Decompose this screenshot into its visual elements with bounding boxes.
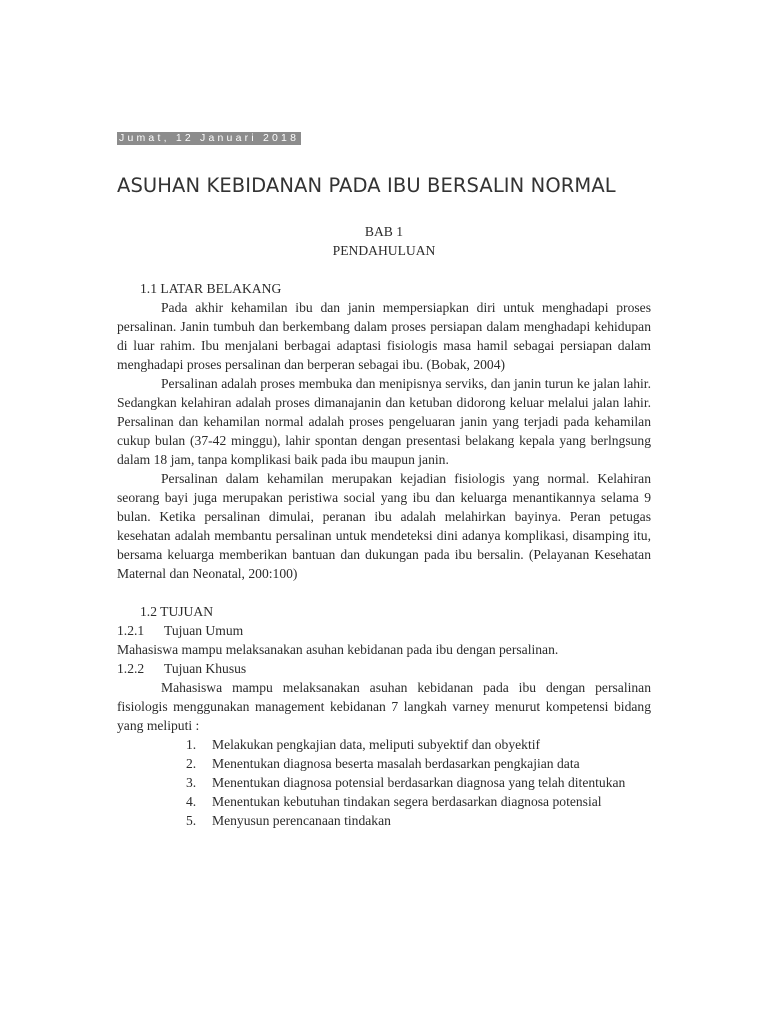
- subsection-number: 1.2.1: [117, 623, 145, 638]
- paragraph: Pada akhir kehamilan ibu dan janin mempersiapkan diri untuk menghadapi proses persalinan. Janin tumbuh dan berkembang dalam proses persiapan dalam menghadapi kehidupan di luar rahim. Ibu menjalani berbagai adaptasi fisiologis masa hamil sebagai persiapan dalam menghadapi proses persalinan dan berperan sebagai ibu. (Bobak, 2004): [117, 300, 651, 372]
- post-date: Jumat, 12 Januari 2018: [119, 132, 300, 144]
- list-item-number: 2.: [186, 756, 197, 771]
- list-item-text: Menentukan kebutuhan tindakan segera berdasarkan diagnosa potensial: [212, 794, 602, 809]
- post-body: [117, 222, 651, 830]
- objectives-list: [117, 735, 651, 830]
- list-item: [117, 811, 651, 830]
- subsection-label: Tujuan Khusus: [164, 661, 247, 676]
- list-item-text: Menentukan diagnosa potensial berdasarkan diagnosa yang telah ditentukan: [212, 775, 626, 790]
- list-item-text: Melakukan pengkajian data, meliputi subyektif dan obyektif: [212, 737, 541, 752]
- post-title: ASUHAN KEBIDANAN PADA IBU BERSALIN NORMAL: [117, 174, 616, 197]
- paragraph: Persalinan dalam kehamilan merupakan kejadian fisiologis yang normal. Kelahiran seorang bayi juga merupakan peristiwa social yang ibu dan keluarga menantikannya selama 9 bulan. Ketika persalinan dimulai, peranan ibu adalah melahirkan bayinya. Peran petugas kesehatan adalah membantu persalinan untuk mendeteksi dini adanya komplikasi, disamping itu, bersama keluarga memberikan bantuan dan dukungan pada ibu bersalin. (Pelayanan Kesehatan Maternal dan Neonatal, 200:100): [117, 471, 651, 581]
- paragraph: Persalinan adalah proses membuka dan menipisnya serviks, dan janin turun ke jalan lahir. Sedangkan kelahiran adalah proses dimanajanin dan ketuban didorong keluar melalui jalan lahir. Persalinan dan kehamilan normal adalah proses pengeluaran janin yang terjadi pada kehamilan cukup bulan (37-42 minggu), lahir spontan dengan presentasi belakang kepala yang berlngsung dalam 18 jam, tanpa komplikasi baik pada ibu maupun janin.: [117, 376, 651, 467]
- paragraph: Mahasiswa mampu melaksanakan asuhan kebidanan pada ibu dengan persalinan fisiologis menggunakan management kebidanan 7 langkah varney menurut kompetensi bidang yang meliputi :: [117, 680, 651, 733]
- list-item: [117, 792, 651, 811]
- list-item-number: 1.: [186, 737, 197, 752]
- list-item: [117, 773, 651, 792]
- list-item-number: 5.: [186, 813, 197, 828]
- list-item-number: 4.: [186, 794, 197, 809]
- chapter-number: BAB 1: [364, 224, 404, 239]
- subsection-number: 1.2.2: [117, 661, 145, 676]
- list-item: [117, 754, 651, 773]
- list-item-text: Menentukan diagnosa beserta masalah berdasarkan pengkajian data: [212, 756, 580, 771]
- paragraph: Mahasiswa mampu melaksanakan asuhan kebidanan pada ibu dengan persalinan.: [117, 642, 559, 657]
- chapter-title: PENDAHULUAN: [332, 243, 436, 258]
- list-item-text: Menyusun perencanaan tindakan: [212, 813, 391, 828]
- section-heading-tujuan: 1.2 TUJUAN: [140, 604, 214, 619]
- section-heading-latar-belakang: 1.1 LATAR BELAKANG: [140, 281, 282, 296]
- subsection-heading-tujuan-umum: [117, 621, 651, 640]
- subsection-heading-tujuan-khusus: [117, 659, 651, 678]
- subsection-label: Tujuan Umum: [164, 623, 244, 638]
- list-item: [117, 735, 651, 754]
- list-item-number: 3.: [186, 775, 197, 790]
